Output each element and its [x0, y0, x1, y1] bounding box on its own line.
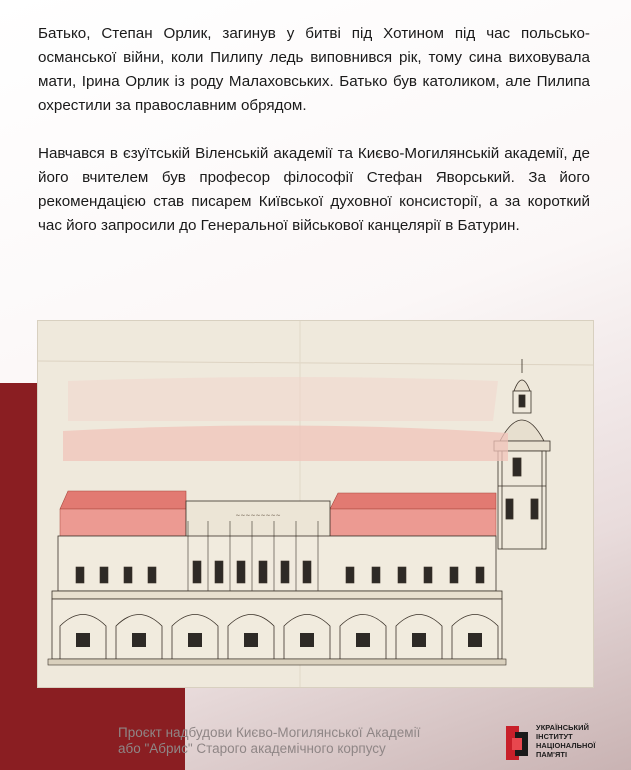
caption-line-1: Проєкт надбудови Києво-Могилянської Академії — [118, 725, 421, 740]
left-roof — [60, 491, 186, 509]
body-text — [38, 22, 590, 262]
caption-line-2: або "Абрис" Старого академічного корпусу — [118, 741, 386, 756]
paragraph-education: Навчався в єзуїтській Віленській академії та Києво-Могилянській академії, де його вчителем був професор філософії Стефан Яворський. За його рекомендацією став писарем Київської духовної консисторії, а за короткий час його запросили до Генеральної військової канцелярії в Батурин. — [38, 145, 590, 234]
uinp-logo — [506, 722, 616, 766]
logo-line-1: УКРАЇНСЬКИЙ — [536, 723, 589, 732]
logo-line-2: ІНСТИТУТ — [536, 732, 573, 741]
logo-line-3: НАЦІОНАЛЬНОЇ — [536, 741, 596, 750]
academy-drawing-image — [38, 321, 593, 687]
uinp-logo-mark-icon — [506, 724, 532, 762]
right-roof — [330, 493, 496, 509]
image-caption — [118, 725, 478, 757]
logo-line-4: ПАМ'ЯТІ — [536, 750, 568, 759]
paragraph-family: Батько, Степан Орлик, загинув у битві під Хотином під час польсько-османської війни, коли Пилипу ледь виповнився рік, тому сина виховувала мати, Ірина Орлик із роду Малаховських. Батько був католиком, але Пилипа охрестили за православним обрядом. — [38, 25, 590, 114]
uinp-logo-text — [536, 723, 616, 759]
svg-text:∼∼∼∼∼∼∼∼∼: ∼∼∼∼∼∼∼∼∼ — [235, 512, 281, 519]
